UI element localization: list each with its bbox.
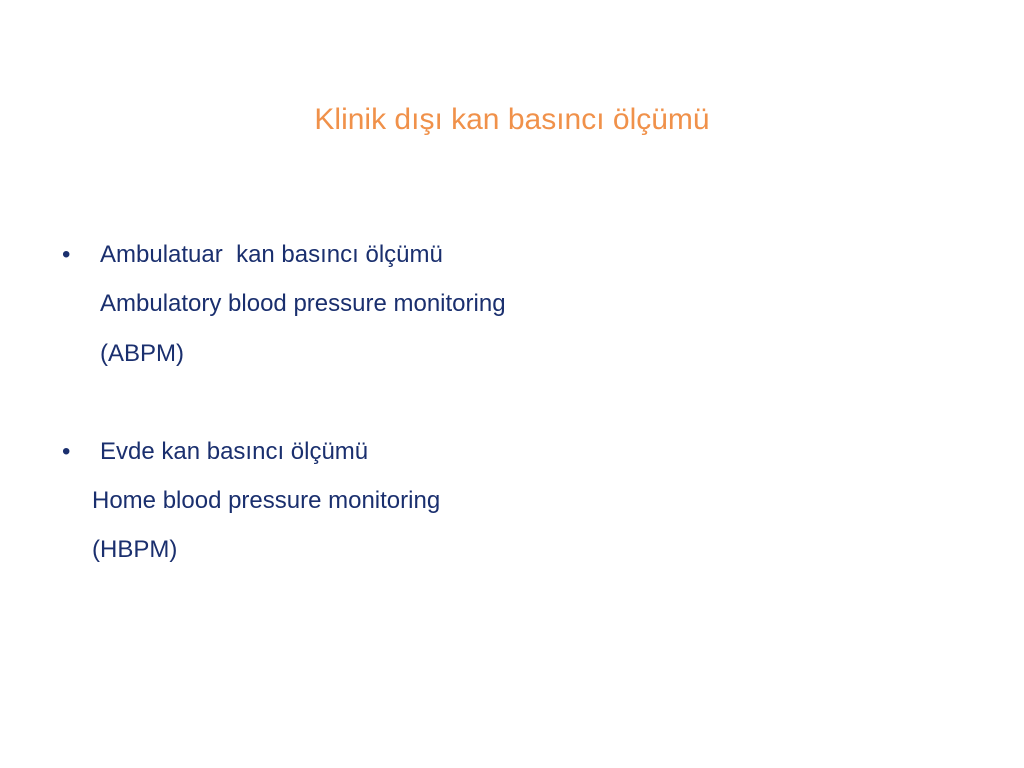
bullet-text-hbpm-abbr: (HBPM): [92, 536, 178, 563]
bullet-text-hbpm-tr: Evde kan basıncı ölçümü: [100, 438, 369, 465]
bullet-text-abpm-tr: Ambulatuar kan basıncı ölçümü: [100, 241, 443, 268]
bullet-marker: •: [62, 241, 71, 268]
bullet-marker: •: [62, 438, 71, 465]
bullet-text-abpm-en: Ambulatory blood pressure monitoring: [100, 290, 506, 317]
bullet-text-abpm-abbr: (ABPM): [100, 340, 184, 367]
slide-title: Klinik dışı kan basıncı ölçümü: [314, 103, 710, 136]
bullet-text-hbpm-en: Home blood pressure monitoring: [92, 487, 441, 514]
